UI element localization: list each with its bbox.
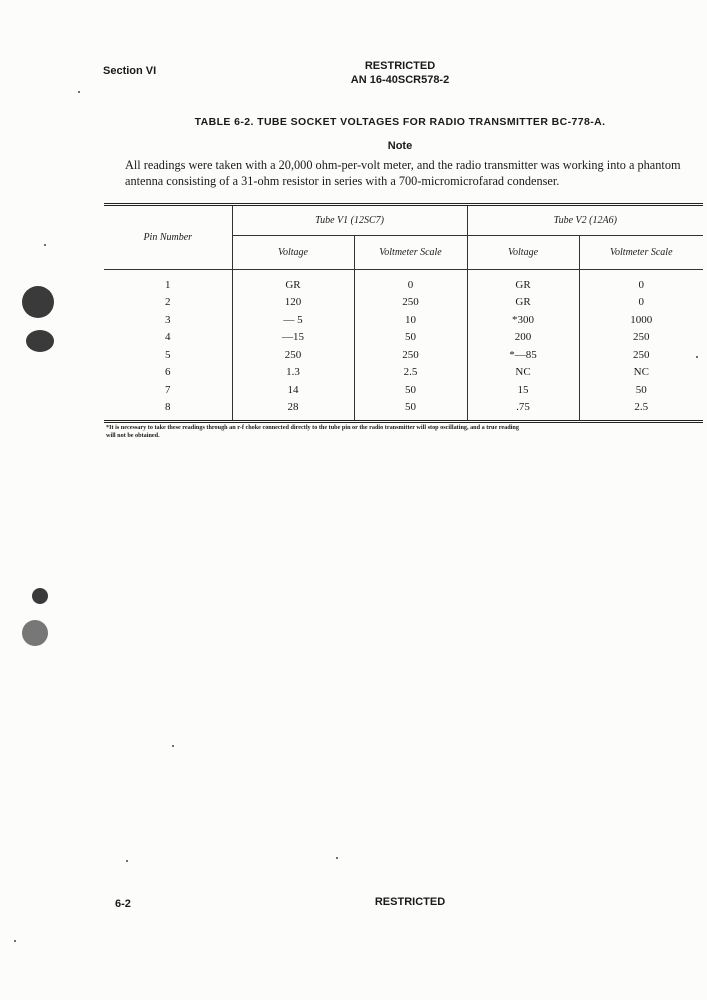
v2-scale-cell: 250 [579,329,703,347]
v1-voltage-cell: 120 [232,294,354,312]
v1-scale-cell: 50 [354,399,467,422]
v2-scale-cell: NC [579,364,703,382]
table-row [104,311,703,329]
v1-scale-header: Voltmeter Scale [354,236,467,270]
pin-cell: 7 [165,383,171,396]
pin-cell: 3 [165,313,171,326]
v1-voltage-cell: GR [232,270,354,294]
table-row [104,294,703,312]
scan-speck [126,860,128,862]
v2-voltage-cell: NC [467,364,579,382]
v2-voltage-cell: GR [467,294,579,312]
v2-voltage-cell: 15 [467,381,579,399]
pin-cell: 8 [165,401,171,414]
table-row [104,399,703,422]
pin-cell: 4 [165,331,171,344]
scan-speck [336,857,338,859]
v1-voltage-header: Voltage [232,236,354,270]
v2-voltage-cell: *300 [467,311,579,329]
v1-voltage-cell: —15 [232,329,354,347]
table-row [104,364,703,382]
v1-scale-cell: 10 [354,311,467,329]
v2-scale-cell: 0 [579,270,703,294]
v1-voltage-cell: 250 [232,346,354,364]
v1-scale-cell: 0 [354,270,467,294]
v2-voltage-cell: .75 [467,399,579,422]
tube-v1-header: Tube V1 (12SC7) [232,205,467,236]
scan-speck [172,745,174,747]
table-row [104,381,703,399]
v2-voltage-cell: GR [467,270,579,294]
binder-hole [32,588,48,604]
v1-voltage-cell: — 5 [232,311,354,329]
v2-scale-cell: 1000 [579,311,703,329]
pin-cell: 6 [165,366,171,379]
scan-speck [14,940,16,942]
document-number: AN 16-40SCR578-2 [350,74,450,86]
note-heading: Note [387,140,413,152]
v2-voltage-cell: 200 [467,329,579,347]
v1-scale-cell: 50 [354,381,467,399]
tube-v2-header: Tube V2 (12A6) [467,205,703,236]
page-number: 6-2 [115,898,131,910]
classification-footer: RESTRICTED [374,896,446,908]
binder-hole [26,330,54,352]
pin-cell: 5 [165,348,171,361]
scan-speck [44,244,46,246]
v2-scale-header: Voltmeter Scale [579,236,703,270]
section-label: Section VI [103,65,157,77]
v2-scale-cell: 50 [579,381,703,399]
table-row [104,329,703,347]
binder-hole [22,286,54,318]
scan-speck [696,356,698,358]
v1-voltage-cell: 14 [232,381,354,399]
v1-scale-cell: 2.5 [354,364,467,382]
table-row [104,270,703,294]
v1-scale-cell: 250 [354,346,467,364]
v1-scale-cell: 50 [354,329,467,347]
v2-scale-cell: 0 [579,294,703,312]
v2-scale-cell: 2.5 [579,399,703,422]
pin-cell: 2 [165,296,171,309]
v1-scale-cell: 250 [354,294,467,312]
scan-speck [78,91,80,93]
v1-voltage-cell: 28 [232,399,354,422]
table-row [104,346,703,364]
pin-cell: 1 [165,278,171,291]
classification-header: RESTRICTED [364,60,436,72]
table-title: TABLE 6-2. TUBE SOCKET VOLTAGES FOR RADIO TRANSMITTER BC-778-A. [194,116,606,128]
v2-scale-cell: 250 [579,346,703,364]
pin-number-header: Pin Number [104,205,232,270]
binder-hole [22,620,48,646]
footnote: *It is necessary to take these readings through an r-f choke connected directly to the tube pin or the radio transmitter will stop oscillating, and a true reading will not be obtained. [106,424,519,439]
note-text: All readings were taken with a 20,000 ohm-per-volt meter, and the radio transmitter was working into a phantom antenna consisting of a 31-ohm resistor in series with a 700-micromicrofarad condenser. [125,158,681,188]
v2-voltage-cell: *—85 [467,346,579,364]
tube-socket-voltage-table [104,203,703,421]
v1-voltage-cell: 1.3 [232,364,354,382]
v2-voltage-header: Voltage [467,236,579,270]
